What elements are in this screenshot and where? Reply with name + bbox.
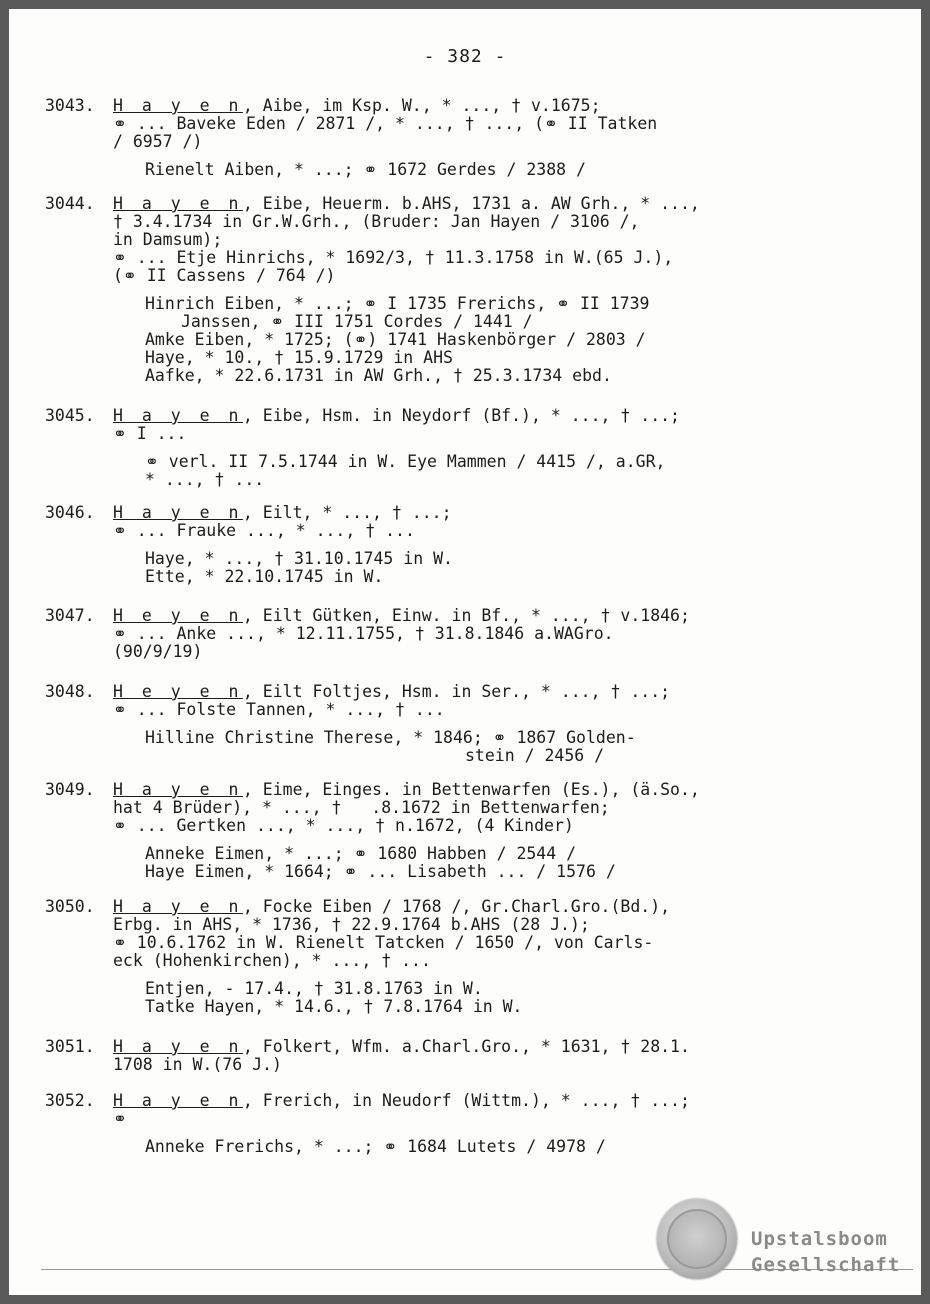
entry-heading-line bbox=[113, 503, 452, 522]
entry-heading-line bbox=[113, 606, 690, 625]
entry-text-line: ⚭ ... Baveke Eden / 2871 /, * ..., † ..., (⚭ II Tatken bbox=[113, 114, 658, 133]
entry-heading-line bbox=[113, 96, 601, 115]
child-line: stein / 2456 / bbox=[465, 746, 605, 765]
child-line: Haye Eimen, * 1664; ⚭ ... Lisabeth ... / 1576 / bbox=[145, 862, 616, 881]
child-line: Tatke Hayen, * 14.6., † 7.8.1764 in W. bbox=[145, 997, 523, 1016]
entry-number: 3044. bbox=[45, 194, 95, 213]
entry-text-line: ⚭ 10.6.1762 in W. Rienelt Tatcken / 1650 /, von Carls- bbox=[113, 933, 654, 952]
entry-number: 3045. bbox=[45, 406, 95, 425]
surname: H a y e n bbox=[113, 897, 243, 916]
document-page bbox=[9, 9, 921, 1295]
surname: H a y e n bbox=[113, 96, 243, 115]
entry-heading-line bbox=[113, 780, 700, 799]
entry-text-line: (⚭ II Cassens / 764 /) bbox=[113, 266, 336, 285]
entry-heading-text: , Eime, Einges. in Bettenwarfen (Es.), (ä.So., bbox=[242, 780, 700, 799]
entry-heading-line bbox=[113, 1037, 690, 1056]
child-line: Amke Eiben, * 1725; (⚭) 1741 Haskenbörger / 2803 / bbox=[145, 330, 646, 349]
entry-heading-line bbox=[113, 682, 670, 701]
child-line: Ette, * 22.10.1745 in W. bbox=[145, 567, 384, 586]
entry-text-line: 1708 in W.(76 J.) bbox=[113, 1055, 282, 1074]
entry-text-line: / 6957 /) bbox=[113, 132, 203, 151]
entry-heading-line bbox=[113, 194, 700, 213]
child-line: Haye, * ..., † 31.10.1745 in W. bbox=[145, 549, 453, 568]
surname: H e y e n bbox=[113, 682, 243, 701]
entry-number: 3052. bbox=[45, 1091, 95, 1110]
child-line: * ..., † ... bbox=[145, 470, 265, 489]
surname: H a y e n bbox=[113, 780, 243, 799]
child-line: Anneke Eimen, * ...; ⚭ 1680 Habben / 2544 / bbox=[145, 844, 577, 863]
entry-text-line: † 3.4.1734 in Gr.W.Grh., (Bruder: Jan Hayen / 3106 /, bbox=[113, 212, 640, 231]
child-line: Haye, * 10., † 15.9.1729 in AHS bbox=[145, 348, 453, 367]
entry-heading-text: , Eilt Gütken, Einw. in Bf., * ..., † v.1846; bbox=[242, 606, 690, 625]
surname: H e y e n bbox=[113, 606, 243, 625]
surname: H a y e n bbox=[113, 1037, 243, 1056]
child-line: Hinrich Eiben, * ...; ⚭ I 1735 Frerichs, ⚭ II 1739 bbox=[145, 294, 650, 313]
organization-name bbox=[751, 1226, 900, 1278]
entry-text-line: ⚭ I ... bbox=[113, 424, 187, 443]
entry-text-line: ⚭ ... Etje Hinrichs, * 1692/3, † 11.3.1758 in W.(65 J.), bbox=[113, 248, 674, 267]
surname: H a y e n bbox=[113, 503, 243, 522]
society-seal-icon bbox=[657, 1199, 737, 1279]
entry-heading-line bbox=[113, 406, 680, 425]
organization-line-2: Gesellschaft bbox=[751, 1254, 901, 1276]
entry-heading-line bbox=[113, 897, 670, 916]
entry-text-line: hat 4 Brüder), * ..., † .8.1672 in Bettenwarfen; bbox=[113, 798, 610, 817]
child-line: Anneke Frerichs, * ...; ⚭ 1684 Lutets / 4978 / bbox=[145, 1137, 606, 1156]
child-line: Aafke, * 22.6.1731 in AW Grh., † 25.3.1734 ebd. bbox=[145, 366, 612, 385]
entry-number: 3046. bbox=[45, 503, 95, 522]
entry-number: 3049. bbox=[45, 780, 95, 799]
organization-line-1: Upstalsboom bbox=[751, 1228, 888, 1250]
entry-number: 3051. bbox=[45, 1037, 95, 1056]
entry-heading-text: , Folkert, Wfm. a.Charl.Gro., * 1631, † 28.1. bbox=[242, 1037, 690, 1056]
entry-text-line: ⚭ ... Folste Tannen, * ..., † ... bbox=[113, 700, 445, 719]
entry-heading-text: , Eibe, Hsm. in Neydorf (Bf.), * ..., † ...; bbox=[242, 406, 680, 425]
entry-text-line: eck (Hohenkirchen), * ..., † ... bbox=[113, 951, 431, 970]
entry-heading-text: , Aibe, im Ksp. W., * ..., † v.1675; bbox=[242, 96, 601, 115]
entry-heading-text: , Eilt Foltjes, Hsm. in Ser., * ..., † ...; bbox=[242, 682, 671, 701]
child-line: Entjen, - 17.4., † 31.8.1763 in W. bbox=[145, 979, 483, 998]
entry-number: 3043. bbox=[45, 96, 95, 115]
surname: H a y e n bbox=[113, 406, 243, 425]
surname: H a y e n bbox=[113, 1091, 243, 1110]
page-number: - 382 - bbox=[423, 46, 507, 67]
entry-number: 3048. bbox=[45, 682, 95, 701]
entry-heading-text: , Focke Eiben / 1768 /, Gr.Charl.Gro.(Bd.), bbox=[242, 897, 671, 916]
entry-number: 3047. bbox=[45, 606, 95, 625]
entry-text-line: in Damsum); bbox=[113, 230, 223, 249]
entry-text-line: ⚭ bbox=[113, 1109, 127, 1128]
child-line: Janssen, ⚭ III 1751 Cordes / 1441 / bbox=[181, 312, 533, 331]
entry-heading-text: , Eibe, Heuerm. b.AHS, 1731 a. AW Grh., * ..., bbox=[242, 194, 700, 213]
entry-text-line: ⚭ ... Frauke ..., * ..., † ... bbox=[113, 521, 415, 540]
child-line: Rienelt Aiben, * ...; ⚭ 1672 Gerdes / 2388 / bbox=[145, 160, 586, 179]
surname: H a y e n bbox=[113, 194, 243, 213]
entry-text-line: Erbg. in AHS, * 1736, † 22.9.1764 b.AHS (28 J.); bbox=[113, 915, 590, 934]
entry-text-line: ⚭ ... Gertken ..., * ..., † n.1672, (4 Kinder) bbox=[113, 816, 574, 835]
child-line: ⚭ verl. II 7.5.1744 in W. Eye Mammen / 4415 /, a.GR, bbox=[145, 452, 666, 471]
entry-heading-text: , Eilt, * ..., † ...; bbox=[242, 503, 452, 522]
entry-text-line: (90/9/19) bbox=[113, 642, 203, 661]
entry-number: 3050. bbox=[45, 897, 95, 916]
child-line: Hilline Christine Therese, * 1846; ⚭ 1867 Golden- bbox=[145, 728, 636, 747]
entry-heading-line bbox=[113, 1091, 690, 1110]
entry-text-line: ⚭ ... Anke ..., * 12.11.1755, † 31.8.1846 a.WAGro. bbox=[113, 624, 614, 643]
entry-heading-text: , Frerich, in Neudorf (Wittm.), * ..., † ...; bbox=[242, 1091, 690, 1110]
